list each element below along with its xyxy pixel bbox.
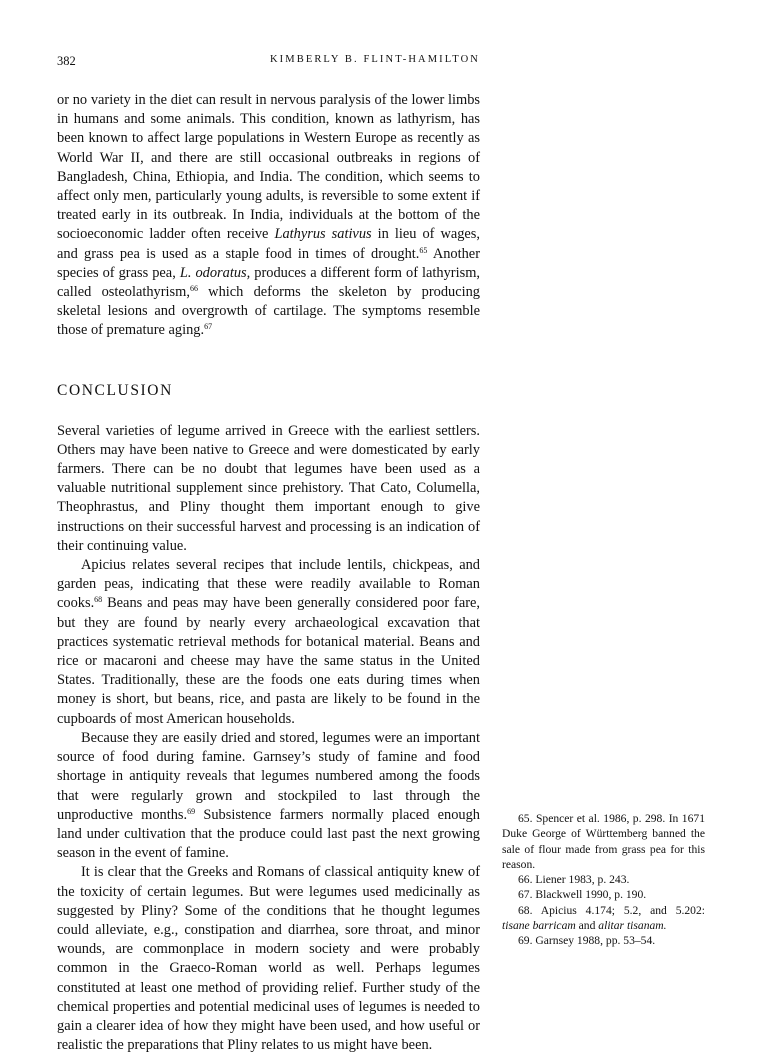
section-heading-conclusion: CONCLUSION — [57, 381, 173, 399]
footnotes — [502, 811, 705, 949]
running-head-author: KIMBERLY B. FLINT-HAMILTON — [270, 54, 480, 65]
main-text — [57, 91, 480, 1055]
footnote-ref-66[interactable]: 66 — [189, 284, 198, 294]
footnote-ref-68[interactable]: 68 — [94, 595, 103, 605]
footnote-65: 65. Spencer et al. 1986, p. 298. In 1671 Duke George of Württemberg banned the sale of flour made from grass pea for this reason. — [502, 812, 705, 871]
footnote-67: 67. Blackwell 1990, p. 190. — [518, 888, 647, 902]
paragraph-conclusion-3: Because they are easily dried and stored, legumes were an important source of food during famine. Garnsey’s study of famine and food shortage in antiquity reveals that legumes numbered among the foods that were regularly grown and stockpiled to last through the unproductive months.$^{69}$ Subsistence farmers normally placed enough land under cultivation that the produce could last past the next growing season in the event of famine. — [57, 729, 480, 862]
footnote-68: 68. Apicius 4.174; 5.2, and 5.202: tisane barricam and alitar tisanam. — [502, 903, 705, 933]
page-number: 382 — [57, 54, 76, 68]
species-name: Lathyrus sativus — [274, 226, 372, 243]
running-head — [57, 54, 480, 70]
footnote-ref-67[interactable]: 67 — [204, 322, 213, 332]
paragraph-conclusion-2: Apicius relates several recipes that include lentils, chickpeas, and garden peas, indicating that these were readily available to Roman cooks.$^{68}$ Beans and peas may have been generally considered poor fare, but they are found by nearly every archaeological excavation that practices systematic retrieval methods for botanical material. Beans and rice or macaroni and cheese may have the same status in the United States. Traditionally, these are the foods one eats during times when money is short, but beans, rice, and pasta are likely to be found in the cupboards of most American households. — [57, 557, 480, 727]
footnote-ref-69[interactable]: 69 — [187, 806, 196, 816]
paragraph-conclusion-1: Several varieties of legume arrived in Greece with the earliest settlers. Others may have been native to Greece and were domesticated by early farmers. There can be no doubt that legumes have been used as a valuable nutritional supplement since prehistory. That Cato, Columella, Theophrastus, and Pliny thought them important enough to give instructions on their successful harvest and processing is an indication of their continuing value. — [57, 422, 480, 554]
paragraph-conclusion-4: It is clear that the Greeks and Romans of classical antiquity knew of the toxicity of certain legumes. But were legumes used medicinally as suggested by Pliny? Some of the conditions that he thought legumes could alleviate, e.g., constipation and diarrhea, sore throat, and minor wounds, are commonplace in modern society and were probably common in the Graeco-Roman world as well. Perhaps legumes constituted at least one method of providing relief. Further study of the chemical properties and potential medicinal uses of legumes is needed to gain a clearer idea of how they might have been used, and how useful or realistic the preparations that Pliny relates to us might have been. — [57, 864, 480, 1054]
footnote-69: 69. Garnsey 1988, pp. 53–54. — [518, 934, 656, 948]
footnote-ref-65[interactable]: 65 — [419, 245, 428, 255]
paragraph-lathyrism: or no variety in the diet can result in nervous paralysis of the lower limbs in humans and some animals. This condition, known as lathyrism, has been known to affect large populations in Western Europe as recently as World War II, and there are still occasional outbreaks in regions of Bangladesh, China, Ethiopia, and India. The condition, which seems to affect only men, particularly young adults, is reversible to some extent if treated early in its outbreak. In India, individuals at the bottom of the socioeconomic ladder often receive Lathyrus sativus in lieu of wages, and grass pea is used as a staple food in times of drought.$^{65}$ Another species of grass pea, L. odoratus, produces a different form of lathyrism, called osteolathyrism,$^{66}$ which deforms the skeleton by producing skeletal lesions and overgrowth of cartilage. The symptoms resemble those of premature aging.$^{67}$ — [57, 92, 481, 339]
species-name: L. odoratus, — [179, 264, 251, 281]
footnote-66: 66. Liener 1983, p. 243. — [518, 873, 630, 887]
